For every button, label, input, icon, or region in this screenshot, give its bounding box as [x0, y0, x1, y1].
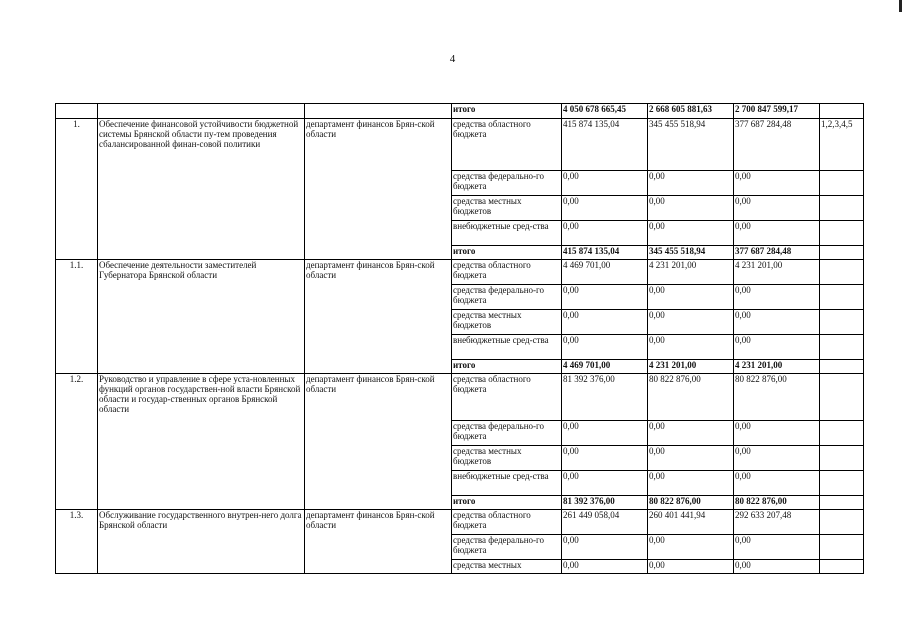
cell-ref — [820, 221, 864, 246]
cell-source: итого — [452, 496, 562, 510]
budget-table — [55, 103, 864, 574]
cell-value: 0,00 — [648, 471, 734, 496]
cell-value: 0,00 — [562, 446, 648, 471]
cell-ref — [820, 104, 864, 119]
cell-value: 0,00 — [734, 285, 820, 310]
cell-source: итого — [452, 246, 562, 260]
cell-num: 1.1. — [56, 260, 98, 374]
cell-ref — [820, 360, 864, 374]
cell-value: 0,00 — [562, 285, 648, 310]
cell-name: Обслуживание государственного внутрен-него долга Брянской области — [98, 510, 305, 574]
cell-executor — [305, 104, 452, 119]
cell-ref — [820, 285, 864, 310]
cell-ref — [820, 246, 864, 260]
cell-value: 0,00 — [734, 446, 820, 471]
cell-ref — [820, 374, 864, 421]
cell-value: 0,00 — [562, 560, 648, 574]
cell-value: 345 455 518,94 — [648, 246, 734, 260]
cell-num: 1. — [56, 119, 98, 260]
table-row — [56, 119, 864, 171]
cell-source: средства областного бюджета — [452, 374, 562, 421]
cell-value: 0,00 — [562, 471, 648, 496]
cell-value: 4 050 678 665,45 — [562, 104, 648, 119]
cell-executor: департамент финансов Брян-ской области — [305, 260, 452, 374]
cell-value: 0,00 — [734, 221, 820, 246]
table-row — [56, 260, 864, 285]
cell-value: 415 874 135,04 — [562, 119, 648, 171]
cell-value: 0,00 — [562, 310, 648, 335]
cell-ref — [820, 310, 864, 335]
cell-value: 0,00 — [734, 196, 820, 221]
cell-value: 0,00 — [562, 421, 648, 446]
cell-source: средства областного бюджета — [452, 260, 562, 285]
cell-ref — [820, 196, 864, 221]
cell-source: средства федерально-го бюджета — [452, 421, 562, 446]
cell-value: 260 401 441,94 — [648, 510, 734, 535]
cell-executor: департамент финансов Брян-ской области — [305, 119, 452, 260]
cell-ref — [820, 260, 864, 285]
cell-value: 0,00 — [562, 196, 648, 221]
cell-value: 4 231 201,00 — [734, 260, 820, 285]
cell-value: 0,00 — [648, 446, 734, 471]
cell-value: 2 700 847 599,17 — [734, 104, 820, 119]
cell-ref — [820, 335, 864, 360]
cell-source: средства федерально-го бюджета — [452, 535, 562, 560]
cell-value: 377 687 284,48 — [734, 246, 820, 260]
cell-value: 0,00 — [562, 535, 648, 560]
cell-source: средства местных бюджетов — [452, 196, 562, 221]
cell-num: 1.2. — [56, 374, 98, 510]
cell-value: 0,00 — [734, 560, 820, 574]
cell-value: 261 449 058,04 — [562, 510, 648, 535]
cell-ref — [820, 446, 864, 471]
cell-value: 80 822 876,00 — [734, 374, 820, 421]
cell-value: 4 231 201,00 — [648, 260, 734, 285]
cell-ref — [820, 510, 864, 535]
cell-ref — [820, 471, 864, 496]
cell-value: 4 231 201,00 — [648, 360, 734, 374]
cell-value: 0,00 — [734, 171, 820, 196]
cell-source: внебюджетные сред-ства — [452, 221, 562, 246]
cell-value: 0,00 — [648, 196, 734, 221]
cell-value: 4 231 201,00 — [734, 360, 820, 374]
cell-source: средства областного бюджета — [452, 119, 562, 171]
cell-value: 81 392 376,00 — [562, 374, 648, 421]
cell-value: 80 822 876,00 — [648, 374, 734, 421]
table-row — [56, 510, 864, 535]
cell-name: Обеспечение финансовой устойчивости бюджетной системы Брянской области пу-тем проведения сбалансированной финан-совой политики — [98, 119, 305, 260]
cell-source: средства федерально-го бюджета — [452, 171, 562, 196]
cell-ref — [820, 421, 864, 446]
cell-source: средства федерально-го бюджета — [452, 285, 562, 310]
header-total-row — [56, 104, 864, 119]
cell-source: средства областного бюджета — [452, 510, 562, 535]
page-number: 4 — [449, 53, 456, 65]
cell-value: 2 668 605 881,63 — [648, 104, 734, 119]
cell-value: 345 455 518,94 — [648, 119, 734, 171]
cell-ref — [820, 496, 864, 510]
cell-value: 0,00 — [734, 421, 820, 446]
cell-num — [56, 104, 98, 119]
cell-source: средства местных — [452, 560, 562, 574]
cell-ref: 1,2,3,4,5 — [820, 119, 864, 171]
cell-value: 0,00 — [648, 310, 734, 335]
cell-value: 80 822 876,00 — [734, 496, 820, 510]
cell-value: 0,00 — [734, 471, 820, 496]
cell-executor: департамент финансов Брян-ской области — [305, 374, 452, 510]
scan-edge-mark — [899, 0, 902, 12]
cell-value: 377 687 284,48 — [734, 119, 820, 171]
cell-value: 0,00 — [562, 171, 648, 196]
cell-source: средства местных бюджетов — [452, 446, 562, 471]
cell-name: Обеспечение деятельности заместителей Губернатора Брянской области — [98, 260, 305, 374]
cell-ref — [820, 560, 864, 574]
cell-num: 1.3. — [56, 510, 98, 574]
cell-value: 0,00 — [734, 310, 820, 335]
cell-source: средства местных бюджетов — [452, 310, 562, 335]
table-row — [56, 374, 864, 421]
cell-source: итого — [452, 360, 562, 374]
cell-value: 0,00 — [648, 221, 734, 246]
cell-value: 292 633 207,48 — [734, 510, 820, 535]
cell-value: 415 874 135,04 — [562, 246, 648, 260]
cell-ref — [820, 535, 864, 560]
cell-value: 0,00 — [648, 285, 734, 310]
cell-ref — [820, 171, 864, 196]
cell-value: 81 392 376,00 — [562, 496, 648, 510]
cell-executor: департамент финансов Брян-ской области — [305, 510, 452, 574]
cell-value: 4 469 701,00 — [562, 360, 648, 374]
cell-source: внебюджетные сред-ства — [452, 335, 562, 360]
cell-value: 0,00 — [648, 335, 734, 360]
cell-value: 0,00 — [734, 335, 820, 360]
cell-value: 0,00 — [648, 560, 734, 574]
cell-source: внебюджетные сред-ства — [452, 471, 562, 496]
cell-value: 4 469 701,00 — [562, 260, 648, 285]
cell-source: итого — [452, 104, 562, 119]
cell-value: 0,00 — [648, 171, 734, 196]
cell-value: 0,00 — [734, 535, 820, 560]
cell-value: 0,00 — [562, 221, 648, 246]
cell-value: 0,00 — [648, 421, 734, 446]
cell-value: 0,00 — [648, 535, 734, 560]
cell-name: Руководство и управление в сфере уста-новленных функций органов государствен-ной власти Брянской области и государ-ственных органов Брянской области — [98, 374, 305, 510]
cell-name — [98, 104, 305, 119]
cell-value: 80 822 876,00 — [648, 496, 734, 510]
cell-value: 0,00 — [562, 335, 648, 360]
